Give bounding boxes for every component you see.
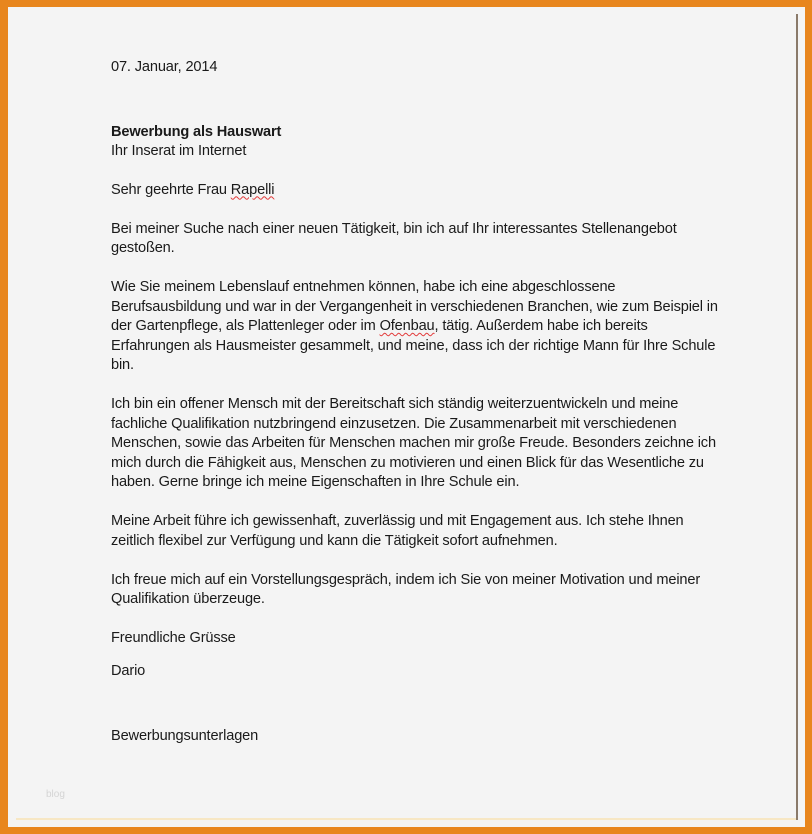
letter-date: 07. Januar, 2014 [111,59,218,75]
letter-page [16,14,798,820]
closing: Freundliche Grüsse [111,630,236,646]
paragraph-experience-end: , tätig. Außerdem habe ich bereits Erfahrungen als Hausmeister gesammelt, und meine, dass ich der richtige Mann für Ihre Schule bin. [111,318,716,373]
paragraph-availability: Meine Arbeit führe ich gewissenhaft, zuverlässig und mit Engagement aus. Ich stehe Ihnen zeitlich flexibel zur Verfügung und kann die Tätigkeit sofort aufnehmen. [111,513,684,549]
paragraph-experience [111,278,721,376]
signature: Dario [111,662,146,679]
paragraph-interview: Ich freue mich auf ein Vorstellungsgespräch, indem ich Sie von meiner Motivation und meiner Qualifikation überzeuge. [111,571,701,607]
watermark: blog [46,789,65,800]
paragraph-intro: Bei meiner Suche nach einer neuen Tätigkeit, bin ich auf Ihr interessantes Stellenangebot gestoßen. [111,220,677,256]
salutation-name-spellcheck-flagged: Rapelli [230,181,275,198]
subject-block [111,123,721,162]
enclosure: Bewerbungsunterlagen [111,728,259,744]
salutation [111,181,721,201]
salutation-prefix: Sehr geehrte Frau [111,181,231,198]
paragraph-experience-start: Wie Sie meinem Lebenslauf entnehmen können, habe ich eine abgeschlossene Berufsausbildung und war in der Vergangenheit in verschiedenen Branchen, wie zum Beispiel in der Gartenpflege, als Plattenleger oder im [111,279,718,334]
letter-subject: Bewerbung als Hauswart [111,123,282,140]
letter-body [111,58,721,747]
paragraph-personality: Ich bin ein offener Mensch mit der Bereitschaft sich ständig weiterzuentwickeln und meine fachliche Qualifikation nutzbringend einzusetzen. Die Zusammenarbeit mit verschiedenen Menschen, sowie das Arbeiten für Menschen machen mir große Freude. Besonders zeichne ich mich durch die Fähigkeit aus, Menschen zu motivieren und einen Blick für das Wesentliche zu haben. Gerne bringe ich meine Eigenschaften in Ihre Schule ein. [111,396,716,490]
letter-reference: Ihr Inserat im Internet [111,143,247,159]
spellcheck-flagged-word: Ofenbau [379,318,435,334]
